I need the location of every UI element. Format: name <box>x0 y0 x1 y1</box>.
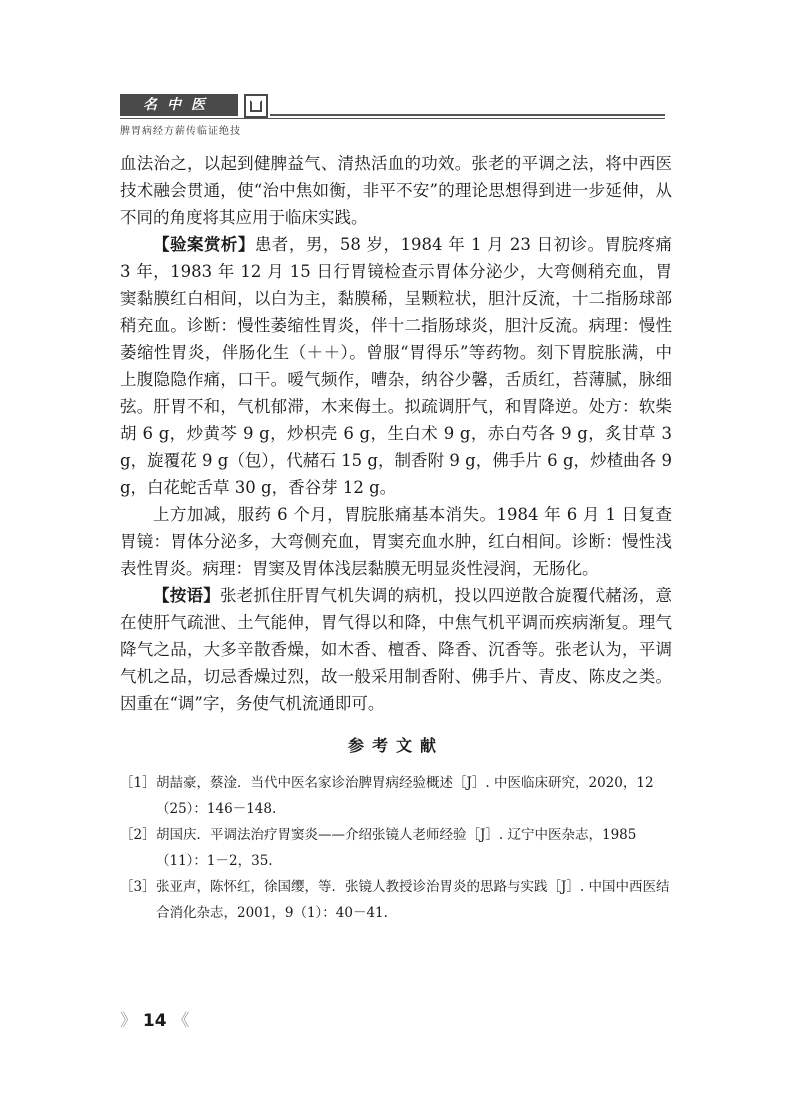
fret-logo-icon <box>244 94 268 118</box>
case-analysis-paragraph <box>120 231 672 501</box>
header-rule <box>120 118 665 119</box>
page-number: 14 <box>142 1011 167 1031</box>
paragraph-text: 张老抓住肝胃气机失调的病机，投以四逆散合旋覆代赭汤，意在使肝气疏泄、土气能伸，胃气得以和降，中焦气机平调而疾病渐复。理气降气之品，大多辛散香燥，如木香、檀香、降香、沉香等。张老认为，平调气机之品，切忌香燥过烈，故一般采用制香附、佛手片、青皮、陈皮之类。因重在“调”字，务使气机流通即可。 <box>120 586 672 713</box>
section-tag: 【验案赏析】 <box>153 235 255 254</box>
header-band: 名中医 <box>120 94 238 116</box>
book-subtitle: 脾胃病经方薪传临证绝技 <box>120 126 241 137</box>
reference-item <box>120 822 672 874</box>
paragraph-text: 上方加减，服药 6 个月，胃脘胀痛基本消失。1984 年 6 月 1 日复查胃镜：胃体分泌多，大弯侧充血，胃窦充血水肿，红白相间。诊断：慢性浅表性胃炎。病理：胃窦及胃体浅层黏膜无明显炎性浸润，无肠化。 <box>120 505 672 578</box>
page-deco-left: 》 <box>120 1011 137 1031</box>
reference-item <box>120 770 672 822</box>
reference-item <box>120 874 672 926</box>
reference-number: ［1］ <box>120 775 156 791</box>
reference-number: ［3］ <box>120 879 156 895</box>
header-rule-thick <box>270 114 665 116</box>
reference-text: 胡喆豪，蔡淦．当代中医名家诊治脾胃病经验概述［J］. 中医临床研究，2020，12（25）：146－148. <box>156 775 654 817</box>
page-number-footer <box>120 1006 190 1031</box>
page-body <box>120 150 672 926</box>
paragraph-text: 患者，男，58 岁，1984 年 1 月 23 日初诊。胃脘疼痛 3 年，1983 年 12 月 15 日行胃镜检查示胃体分泌少，大弯侧稍充血，胃窦黏膜红白相间，以白为主，黏膜稀，呈颗粒状，胆汁反流，十二指肠球部稍充血。诊断：慢性萎缩性胃炎，伴十二指肠球炎，胆汁反流。病理：慢性萎缩性胃炎，伴肠化生（＋＋）。曾服“胃得乐”等药物。刻下胃脘胀满，中上腹隐隐作痛，口干。嗳气频作，嘈杂，纳谷少馨，舌质红，苔薄腻，脉细弦。肝胃不和，气机郁滞，木来侮土。拟疏调肝气，和胃降逆。处方：软柴胡 6 g，炒黄芩 9 g，炒枳壳 6 g，生白术 9 g，赤白芍各 9 g，炙甘草 3 g，旋覆花 9 g（包），代赭石 15 g，制香附 9 g，佛手片 6 g，炒楂曲各 9 g，白花蛇舌草 30 g，香谷芽 12 g。 <box>120 235 672 497</box>
running-header <box>120 94 680 140</box>
follow-up-paragraph <box>120 501 672 582</box>
reference-text: 胡国庆．平调法治疗胃窦炎——介绍张镜人老师经验［J］. 辽宁中医杂志，1985（11）：1－2，35. <box>156 827 637 869</box>
commentary-paragraph <box>120 582 672 717</box>
reference-text: 张亚声，陈怀红，徐国缨，等．张镜人教授诊治胃炎的思路与实践［J］. 中国中西医结合消化杂志，2001，9（1）：40－41. <box>156 879 670 921</box>
paragraph-text: 血法治之，以起到健脾益气、清热活血的功效。张老的平调之法，将中西医技术融会贯通，使“治中焦如衡，非平不安”的理论思想得到进一步延伸，从不同的角度将其应用于临床实践。 <box>120 154 672 227</box>
paragraph-1 <box>120 150 672 231</box>
page-deco-right: 《 <box>172 1011 190 1031</box>
references-title: 参考文献 <box>347 736 444 755</box>
reference-number: ［2］ <box>120 827 156 843</box>
section-tag: 【按语】 <box>153 586 220 605</box>
